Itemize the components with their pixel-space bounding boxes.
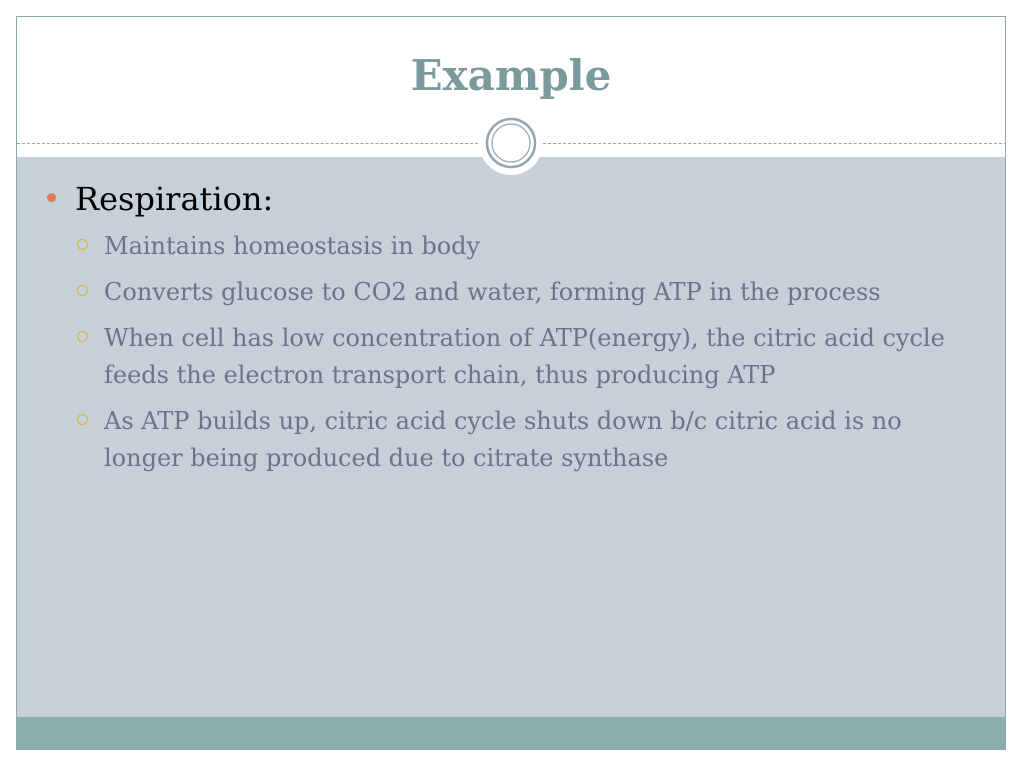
hollow-circle-bullet-icon	[77, 239, 88, 250]
hollow-circle-bullet-icon	[77, 331, 88, 342]
sub-bullet-item	[77, 403, 997, 477]
slide-title: Example	[410, 51, 612, 100]
title-divider-left	[17, 143, 483, 144]
footer-band	[17, 717, 1005, 750]
circle-ornament-icon	[479, 111, 543, 175]
slide	[16, 16, 1006, 750]
sub-bullet-text: When cell has low concentration of ATP(energy), the citric acid cycle feeds the electron transport chain, thus producing ATP	[104, 324, 945, 389]
bullet-list	[47, 180, 997, 486]
sub-bullet-text: As ATP builds up, citric acid cycle shuts down b/c citric acid is no longer being produced due to citrate synthase	[104, 407, 902, 472]
sub-bullet-item	[77, 274, 997, 311]
bullet-dot-icon	[47, 193, 56, 202]
hollow-circle-bullet-icon	[77, 414, 88, 425]
sub-bullet-item	[77, 228, 997, 265]
bullet-item	[47, 180, 997, 218]
title-divider-right	[543, 143, 1006, 144]
sub-bullet-text: Converts glucose to CO2 and water, forming ATP in the process	[104, 278, 881, 306]
bullet-text: Respiration:	[75, 180, 274, 218]
sub-bullet-text: Maintains homeostasis in body	[104, 232, 481, 260]
sub-bullet-list	[77, 228, 997, 477]
hollow-circle-bullet-icon	[77, 285, 88, 296]
sub-bullet-item	[77, 320, 997, 394]
